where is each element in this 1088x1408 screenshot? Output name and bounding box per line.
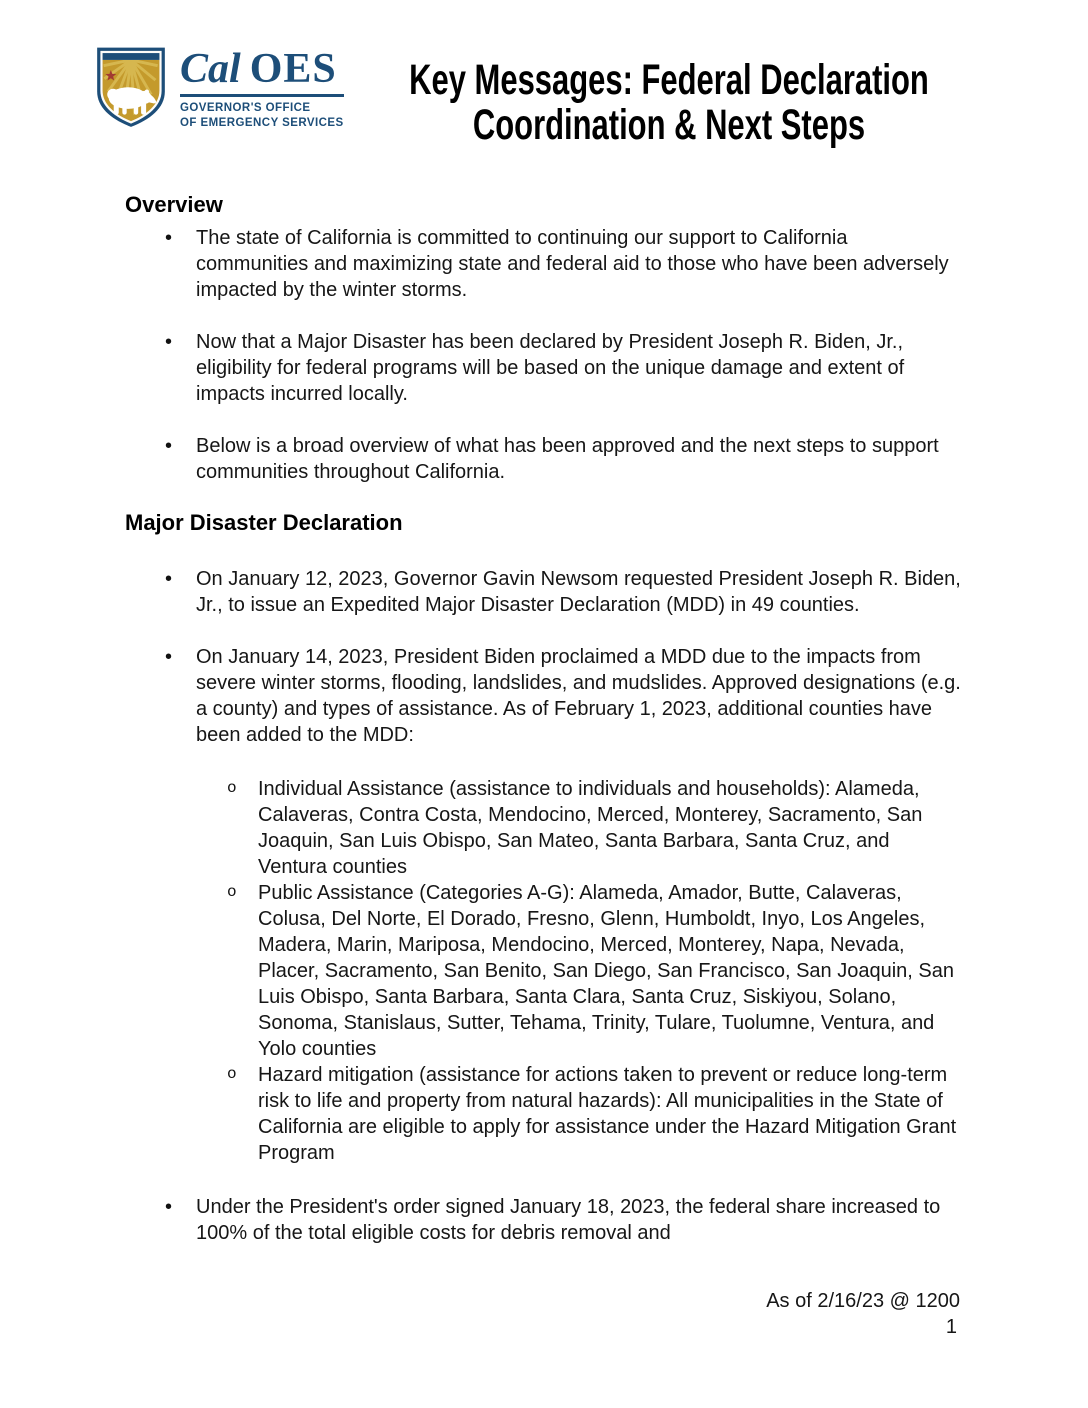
bullet-item: • Below is a broad overview of what has been approved and the next steps to support communities throughout California. bbox=[196, 433, 961, 485]
bullet-item: • On January 12, 2023, Governor Gavin Newsom requested President Joseph R. Biden, Jr., to issue an Expedited Major Disaster Declaration (MDD) in 49 counties. bbox=[196, 566, 961, 618]
bullet-item: • On January 14, 2023, President Biden proclaimed a MDD due to the impacts from severe winter storms, flooding, landslides, and mudslides. Approved designations (e.g. a county) and types of assistance. As of February 1, 2023, additional counties have been added to the MDD: bbox=[196, 644, 961, 748]
cal-oes-logo bbox=[95, 45, 344, 131]
cal-oes-shield-icon bbox=[95, 45, 167, 131]
sub-bullet-public-assistance: o Public Assistance (Categories A-G): Alameda, Amador, Butte, Calaveras, Colusa, Del Norte, El Dorado, Fresno, Glenn, Humboldt, Inyo, Los Angeles, Madera, Marin, Mariposa, Mendocino, Merced, Monterey, Napa, Nevada, Placer, Sacramento, San Benito, San Diego, San Francisco, San Joaquin, San Luis Obispo, Santa Barbara, Santa Clara, Santa Cruz, Siskiyou, Solano, Sonoma, Stanislaus, Sutter, Tehama, Trinity, Tulare, Tuolumne, Ventura, and Yolo counties bbox=[258, 880, 961, 1062]
footer-timestamp: As of 2/16/23 @ 1200 bbox=[766, 1290, 960, 1312]
logo-tagline-line2: OF EMERGENCY SERVICES bbox=[180, 117, 344, 129]
bullet-item: • Now that a Major Disaster has been declared by President Joseph R. Biden, Jr., eligibility for federal programs will be based on the unique damage and extent of impacts incurred locally. bbox=[196, 329, 961, 407]
bullet-item: • The state of California is committed to continuing our support to California communities and maximizing state and federal aid to those who have been adversely impacted by the winter storms. bbox=[196, 225, 961, 303]
assistance-sub-bullet-list bbox=[125, 776, 961, 1166]
document-title-line1: Key Messages: Federal Declaration bbox=[409, 56, 929, 104]
sub-bullet-individual-assistance: o Individual Assistance (assistance to individuals and households): Alameda, Calaveras, Contra Costa, Mendocino, Merced, Monterey, Sacramento, San Joaquin, San Luis Obispo, San Mateo, Santa Barbara, Santa Cruz, and Ventura counties bbox=[258, 776, 961, 880]
section-heading-major-disaster-declaration: Major Disaster Declaration bbox=[125, 510, 403, 535]
overview-bullet-list bbox=[125, 225, 961, 485]
logo-tagline-line1: GOVERNOR'S OFFICE bbox=[180, 102, 311, 114]
wordmark-oes: OES bbox=[249, 46, 337, 92]
logo-divider bbox=[180, 94, 344, 97]
closing-bullet-list bbox=[125, 1194, 961, 1246]
major-disaster-bullet-list bbox=[125, 566, 961, 748]
document-body bbox=[125, 194, 961, 1246]
document-title-line2: Coordination & Next Steps bbox=[472, 101, 866, 149]
cal-oes-wordmark-block bbox=[180, 45, 344, 131]
document-title bbox=[367, 58, 970, 148]
bullet-item: • Under the President's order signed January 18, 2023, the federal share increased to 100% of the total eligible costs for debris removal and bbox=[196, 1194, 961, 1246]
cal-oes-wordmark bbox=[180, 47, 344, 91]
footer-page-number: 1 bbox=[945, 1316, 957, 1338]
wordmark-cal: Cal bbox=[180, 46, 241, 92]
page-footer bbox=[766, 1288, 960, 1340]
section-heading-overview: Overview bbox=[125, 192, 223, 217]
sub-bullet-hazard-mitigation: o Hazard mitigation (assistance for actions taken to prevent or reduce long-term risk to life and property from natural hazards): All municipalities in the State of California are eligible to apply for assistance under the Hazard Mitigation Grant Program bbox=[258, 1062, 961, 1166]
